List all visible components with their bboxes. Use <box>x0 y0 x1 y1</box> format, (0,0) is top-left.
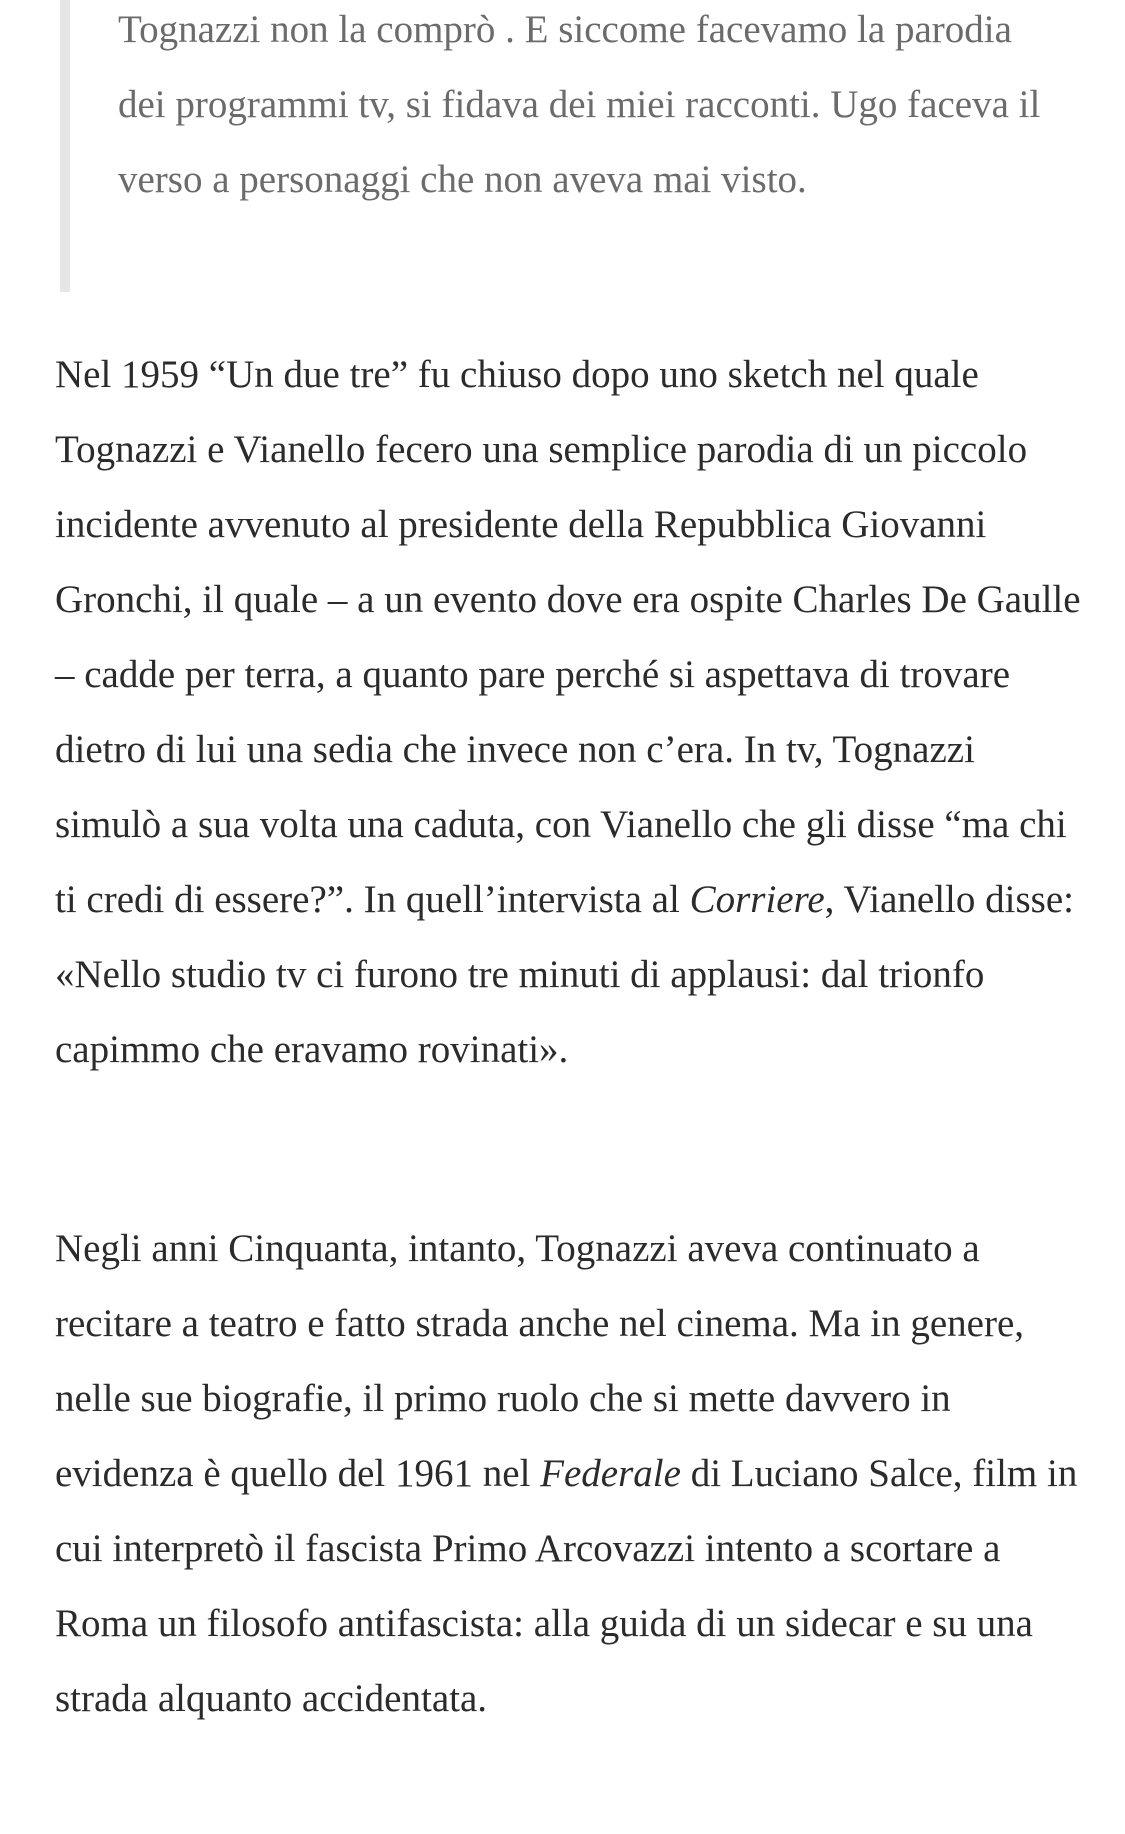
quote-text: Tognazzi non la comprò . E siccome facevamo la parodia dei programmi tv, si fidava dei miei racconti. Ugo faceva il verso a personaggi che non aveva mai visto. <box>118 8 1041 201</box>
paragraph-2-text-b: di Luciano Salce, film in cui interpretò il fascista Primo Arcovazzi intento a scortare a Roma un filosofo antifascista: alla guida di un sidecar e su una strada alquanto accidentata. <box>55 1452 1078 1720</box>
paragraph-1-text-a: Nel 1959 “Un due tre” fu chiuso dopo uno sketch nel quale Tognazzi e Vianello fecero una semplice parodia di un piccolo incidente avvenuto al presidente della Repubblica Giovanni Gronchi, il quale – a un evento dove era ospite Charles De Gaulle – cadde per terra, a quanto pare perché si aspettava di trovare dietro di lui una sedia che invece non c’era. In tv, Tognazzi simulò a sua volta una caduta, con Vianello che gli disse “ma chi ti credi di essere?”. In quell’intervista al <box>55 353 1081 921</box>
paragraph-1-italic-corriere: Corriere <box>689 878 825 921</box>
paragraph-1-text-b: , Vianello disse: «Nello studio tv ci furono tre minuti di applausi: dal trionfo capimmo che eravamo rovinati». <box>55 878 1074 1071</box>
paragraph-1 <box>55 337 1085 1087</box>
paragraph-2-italic-federale: Federale <box>540 1452 681 1495</box>
blockquote <box>60 0 1060 292</box>
paragraph-2-text-a: Negli anni Cinquanta, intanto, Tognazzi aveva continuato a recitare a teatro e fatto strada anche nel cinema. Ma in genere, nelle sue biografie, il primo ruolo che si mette davvero in evidenza è quello del 1961 nel <box>55 1227 1025 1495</box>
paragraph-2 <box>55 1211 1085 1736</box>
